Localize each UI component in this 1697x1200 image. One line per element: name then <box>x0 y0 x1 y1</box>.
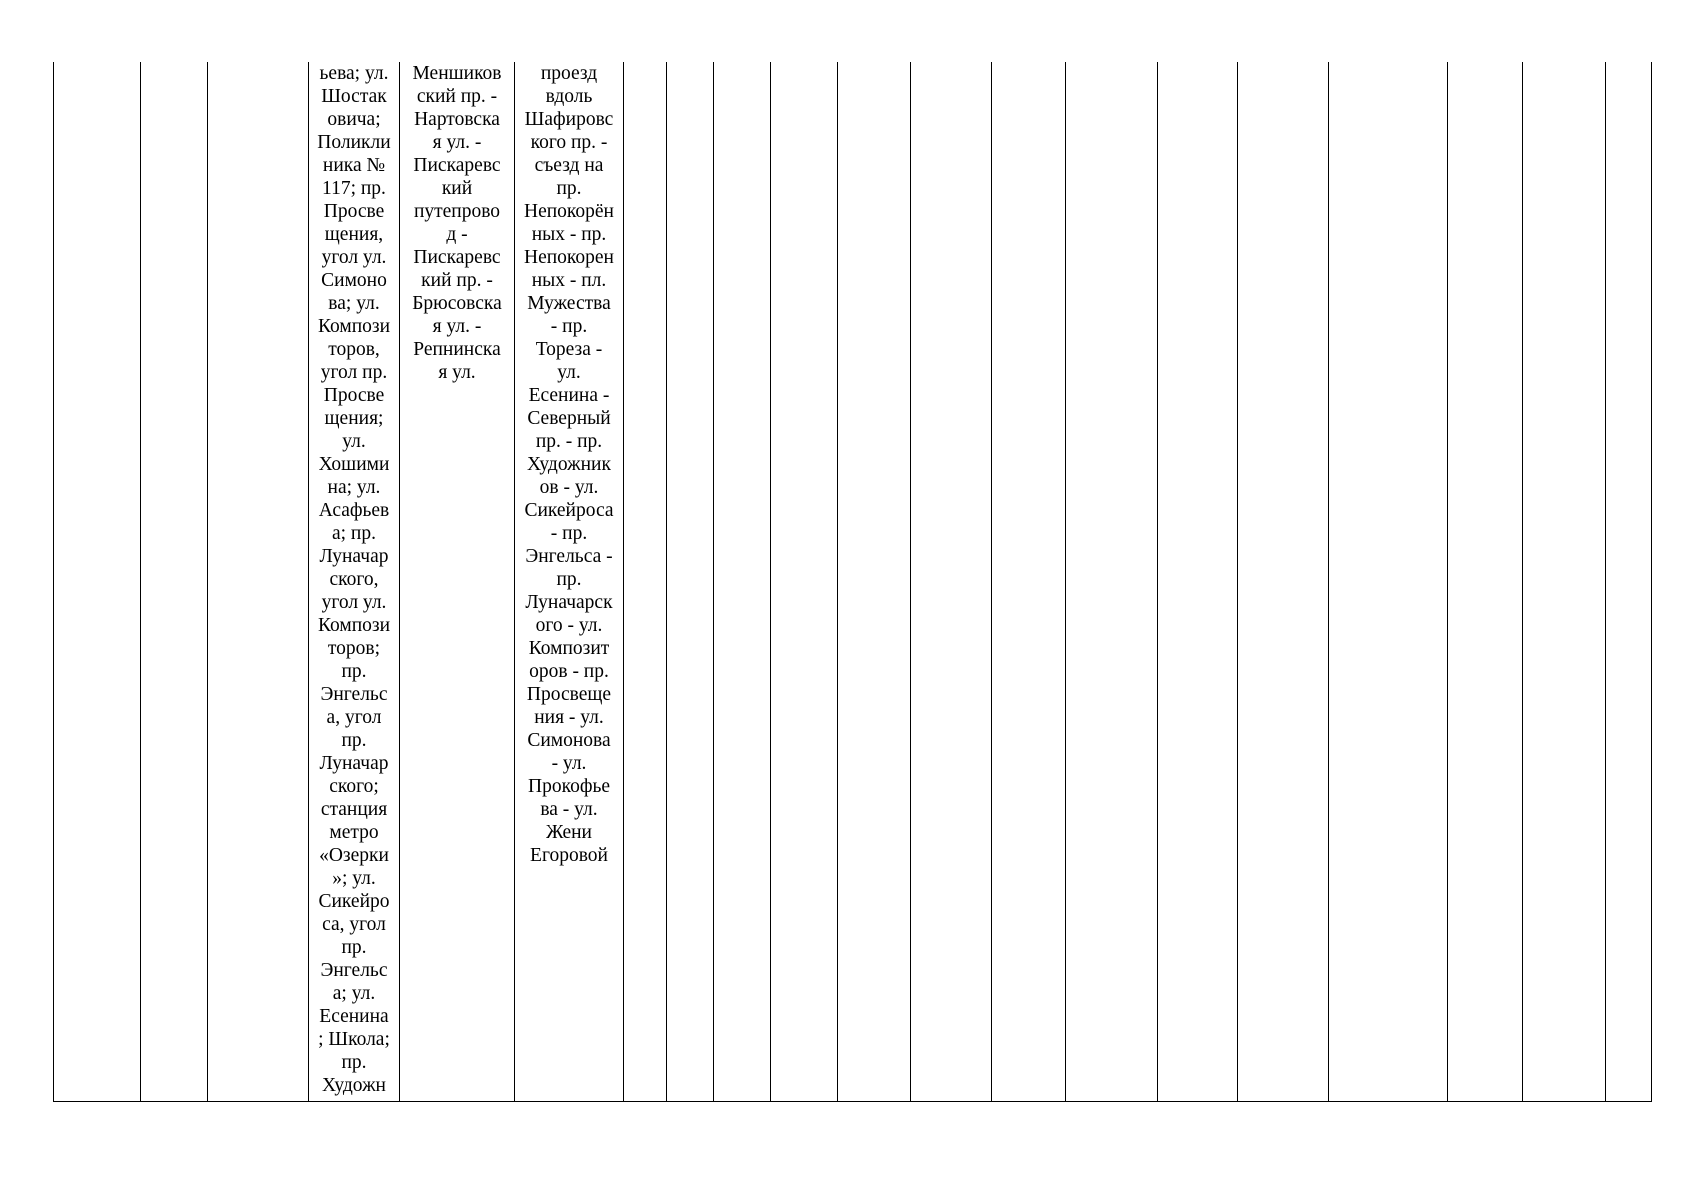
stops-text: ьева; ул. Шостак овича; Поликли ника № 117; пр. Просве щения, угол ул. Симоно ва; ул. Компози торов, угол пр. Просве щения; ул. Хошими на; ул. Асафьев а; пр. Луначар ского, угол ул. Компози торов; пр. Энгельс а, угол пр. Луначар ского; станция метро «Озерки »; ул. Сикейро са, угол пр. Энгельс а; ул. Есенина ; Школа; пр. Художн <box>317 63 391 1096</box>
table-cell <box>208 62 309 1102</box>
table-cell <box>1238 62 1329 1102</box>
route-forward-cell <box>400 62 515 1102</box>
table-cell <box>667 62 714 1102</box>
route-backward-cell <box>515 62 624 1102</box>
table-cell <box>1066 62 1158 1102</box>
table-cell <box>1448 62 1523 1102</box>
table-cell <box>54 62 141 1102</box>
route-backward-text: проезд вдоль Шафировс кого пр. - съезд на пр. Непокорён ных - пр. Непокорен ных - пл. Мужества - пр. Тореза - ул. Есенина - Северный пр. - пр. Художник ов - ул. Сикейроса - пр. Энгельса - пр. Луначарск ого - ул. Композит оров - пр. Просвеще ния - ул. Симонова - ул. Прокофье ва - ул. Жени Егоровой <box>524 63 614 866</box>
table-cell <box>838 62 911 1102</box>
table-cell <box>141 62 208 1102</box>
table-cell <box>714 62 771 1102</box>
table-cell <box>1158 62 1238 1102</box>
table-cell <box>992 62 1066 1102</box>
stops-cell <box>309 62 400 1102</box>
table-cell <box>911 62 992 1102</box>
table-row <box>54 62 1652 1102</box>
table-cell <box>771 62 838 1102</box>
table-cell <box>1329 62 1448 1102</box>
table-cell <box>1523 62 1606 1102</box>
table-cell <box>1606 62 1652 1102</box>
table-cell <box>624 62 667 1102</box>
document-table <box>53 62 1652 1102</box>
route-forward-text: Меншиков ский пр. - Нартовска я ул. - Пискаревс кий путепрово д - Пискаревс кий пр. - Брюсовска я ул. - Репнинска я ул. <box>412 63 502 383</box>
